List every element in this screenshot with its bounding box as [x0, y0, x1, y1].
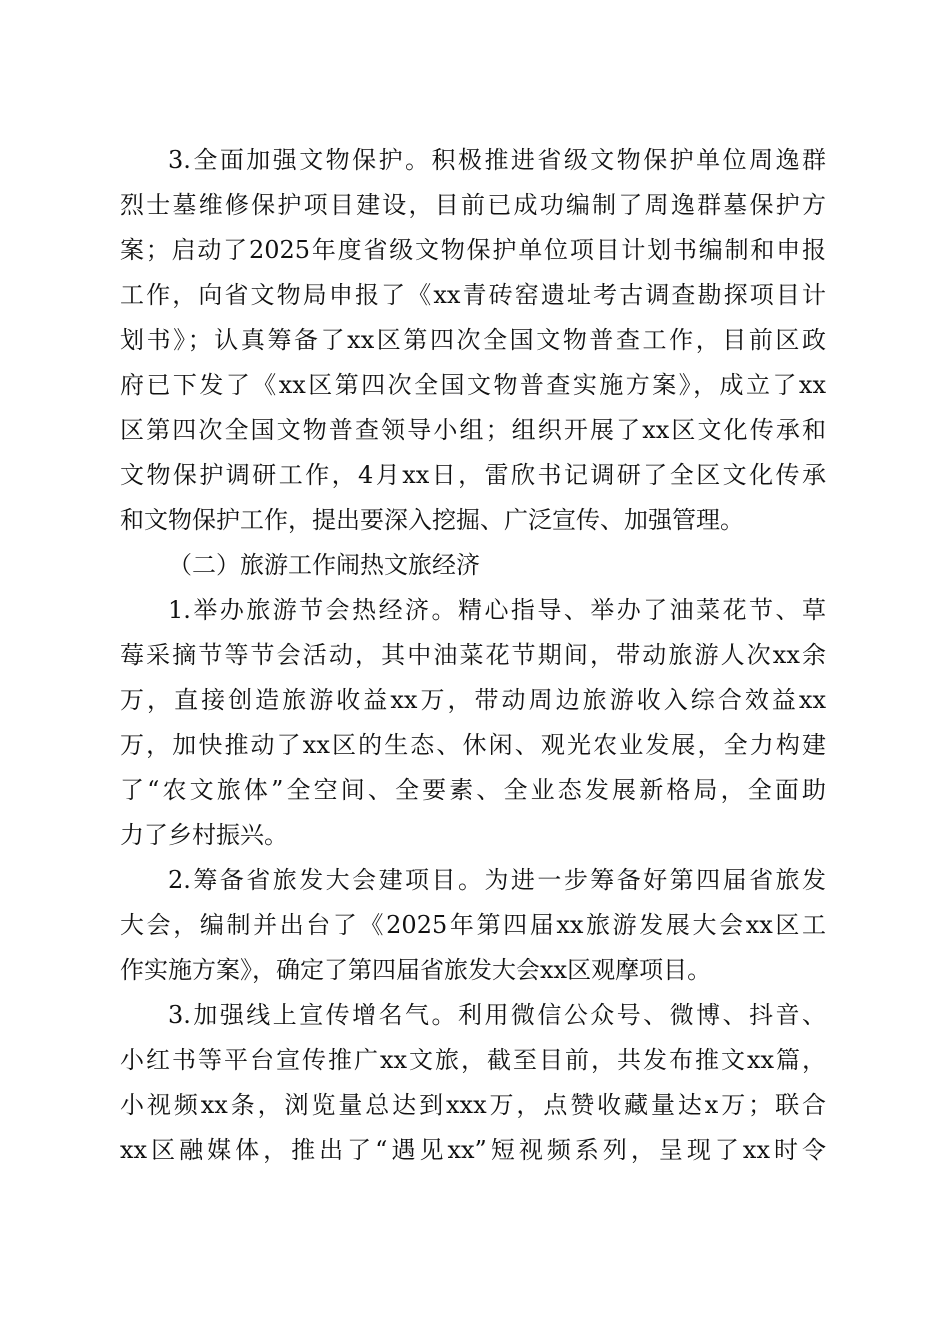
text-line: 大会，编制并出台了《2025年第四届xx旅游发展大会xx区工 — [120, 911, 826, 939]
text-line: 文物保护调研工作，4月xx日，雷欣书记调研了全区文化传承 — [120, 461, 826, 489]
text-line: 案；启动了2025年度省级文物保护单位项目计划书编制和申报 — [120, 236, 826, 264]
text-line: 小红书等平台宣传推广xx文旅，截至目前，共发布推文xx篇， — [120, 1046, 826, 1074]
text-line: 1.举办旅游节会热经济。精心指导、举办了油菜花节、草 — [168, 596, 826, 624]
text-line: 划书》；认真筹备了xx区第四次全国文物普查工作，目前区政 — [120, 326, 826, 354]
text-line: 烈士墓维修保护项目建设，目前已成功编制了周逸群墓保护方 — [120, 191, 826, 219]
text-line: xx区融媒体，推出了“遇见xx”短视频系列，呈现了xx时令 — [120, 1136, 826, 1164]
section-heading: （二）旅游工作闹热文旅经济 — [168, 551, 480, 579]
text-line: 区第四次全国文物普查领导小组；组织开展了xx区文化传承和 — [120, 416, 826, 444]
text-line: 万，加快推动了xx区的生态、休闲、观光农业发展，全力构建 — [120, 731, 826, 759]
text-line: 府已下发了《xx区第四次全国文物普查实施方案》，成立了xx — [120, 371, 826, 399]
text-line: 3.加强线上宣传增名气。利用微信公众号、微博、抖音、 — [168, 1001, 826, 1029]
text-line: 工作，向省文物局申报了《xx青砖窑遗址考古调查勘探项目计 — [120, 281, 826, 309]
text-line: 莓采摘节等节会活动，其中油菜花节期间，带动旅游人次xx余 — [120, 641, 826, 669]
text-line: 作实施方案》，确定了第四届省旅发大会xx区观摩项目。 — [120, 956, 712, 984]
text-line: 和文物保护工作，提出要深入挖掘、广泛宣传、加强管理。 — [120, 506, 744, 534]
text-line: 2.筹备省旅发大会建项目。为进一步筹备好第四届省旅发 — [168, 866, 826, 894]
text-line: 了“农文旅体”全空间、全要素、全业态发展新格局，全面助 — [120, 776, 826, 804]
text-line: 3.全面加强文物保护。积极推进省级文物保护单位周逸群 — [168, 146, 826, 174]
text-line: 力了乡村振兴。 — [120, 821, 288, 849]
text-line: 万，直接创造旅游收益xx万，带动周边旅游收入综合效益xx — [120, 686, 826, 714]
text-line: 小视频xx条，浏览量总达到xxx万，点赞收藏量达x万；联合 — [120, 1091, 826, 1119]
